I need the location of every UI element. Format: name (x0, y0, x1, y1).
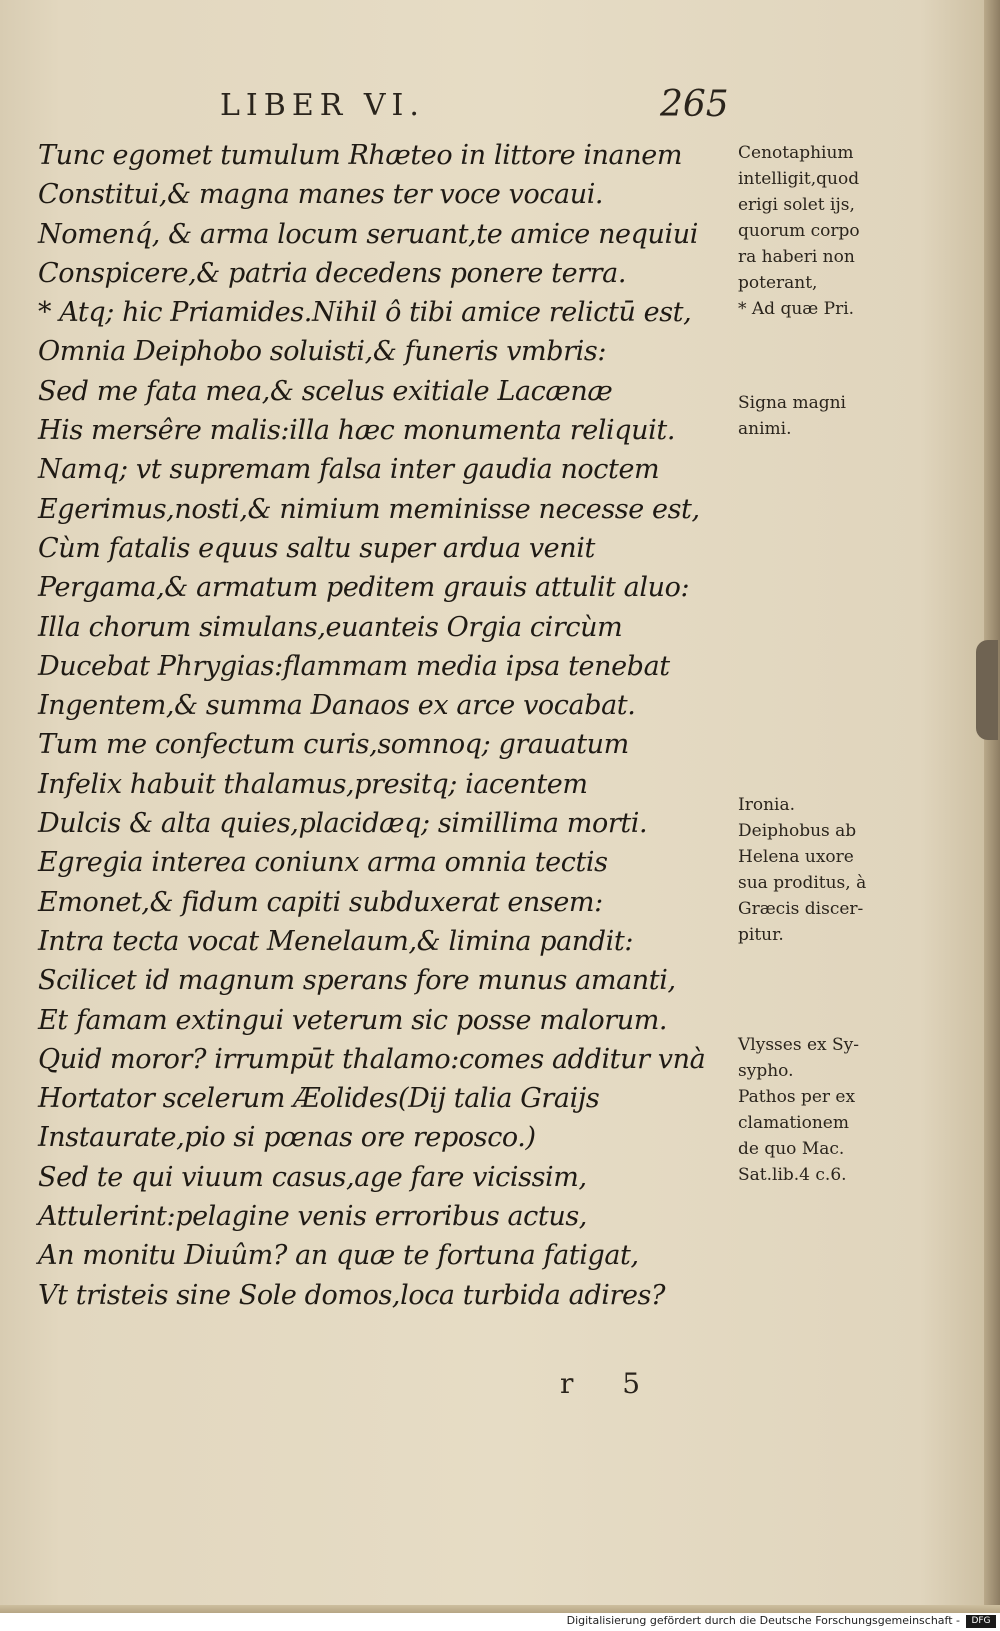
margin-note-line: sypho. (738, 1061, 794, 1081)
margin-note (738, 792, 908, 948)
verse-line: Intra tecta vocat Menelaum,& limina pandit: (38, 925, 634, 957)
verse-line: * Atq; hic Priamides.Nihil ô tibi amice relictū est, (38, 297, 692, 329)
verse-line: Cùm fatalis equus saltu super ardua venit (38, 532, 595, 564)
verse-line: Infelix habuit thalamus,presitq; iacentem (38, 768, 588, 800)
page-edge (984, 0, 1000, 1610)
margin-note-line: Ironia. (738, 795, 796, 815)
verse-line: Egregia interea coniunx arma omnia tectis (38, 847, 608, 879)
verse-line: Pergama,& armatum peditem grauis attulit aluo: (38, 572, 690, 604)
margin-note-line: erigi solet ijs, (738, 195, 855, 215)
margin-note-line: animi. (738, 419, 792, 439)
verse-line: Dulcis & alta quies,placidæq; simillima morti. (38, 808, 648, 840)
verse-line: An monitu Diuûm? an quæ te fortuna fatigat, (38, 1240, 639, 1272)
verse-line: Et famam extingui veterum sic posse malorum. (38, 1004, 668, 1036)
footer-bar (0, 1613, 1000, 1631)
verse-line: Constitui,& magna manes ter voce vocaui. (38, 179, 604, 211)
margin-note (738, 390, 908, 442)
page-number: 265 (660, 84, 729, 125)
footer-credit: Digitalisierung gefördert durch die Deutsche Forschungsgemeinschaft - (566, 1614, 960, 1627)
verse-line: Omnia Deiphobo soluisti,& funeris vmbris: (38, 336, 607, 368)
margin-note (738, 140, 908, 322)
verse-line: Scilicet id magnum sperans fore munus amanti, (38, 965, 676, 997)
verse-line: His mersêre malis:illa hæc monumenta reliquit. (38, 415, 676, 447)
verse-line: Illa chorum simulans,euanteis Orgia circùm (38, 611, 623, 643)
margin-note-line: poterant, (738, 273, 818, 293)
signature-mark: r 5 (560, 1367, 661, 1400)
verse-line: Emonet,& fidum capiti subduxerat ensem: (38, 886, 603, 918)
bookmark-tab (976, 640, 998, 740)
margin-note-line: Vlysses ex Sy- (738, 1035, 860, 1055)
margin-note (738, 1032, 908, 1188)
margin-note-line: sua proditus, à (738, 873, 867, 893)
verse-line: Egerimus,nosti,& nimium meminisse necesse est, (38, 493, 700, 525)
margin-note-line: * Ad quæ Pri. (738, 299, 855, 319)
verse-line: Attulerint:pelagine venis erroribus actus, (38, 1201, 587, 1233)
verse-text (38, 136, 728, 1315)
verse-line: Tum me confectum curis,somnoq; grauatum (38, 729, 629, 761)
verse-line: Quid moror? irrumpūt thalamo:comes additur vnà (38, 1043, 706, 1075)
margin-note-line: ra haberi non (738, 247, 855, 267)
margin-note-line: clamationem (738, 1113, 849, 1133)
verse-line: Ducebat Phrygias:flammam media ipsa tenebat (38, 650, 670, 682)
verse-line: Hortator scelerum Æolides(Dij talia Graijs (38, 1083, 600, 1115)
page-header (0, 84, 740, 134)
page-bottom-edge (0, 1605, 1000, 1613)
margin-note-line: intelligit,quod (738, 169, 860, 189)
verse-line: Vt tristeis sine Sole domos,loca turbida adires? (38, 1279, 666, 1311)
margin-note-line: Deiphobus ab (738, 821, 857, 841)
verse-line: Nomenq́, & arma locum seruant,te amice nequiui (38, 218, 698, 250)
margin-note-line: de quo Mac. (738, 1139, 845, 1159)
margin-note-line: pitur. (738, 925, 784, 945)
margin-note-line: Sat.lib.4 c.6. (738, 1165, 847, 1185)
verse-line: Sed me fata mea,& scelus exitiale Lacænæ (38, 375, 613, 407)
verse-line: Tunc egomet tumulum Rhæteo in littore inanem (38, 140, 683, 171)
margin-note-line: Græcis discer- (738, 899, 864, 919)
verse-line: Ingentem,& summa Danaos ex arce vocabat. (38, 690, 636, 722)
margin-note-line: Helena uxore (738, 847, 854, 867)
margin-note-line: quorum corpo (738, 221, 860, 241)
margin-note-line: Pathos per ex (738, 1087, 856, 1107)
verse-line: Instaurate,pio si pœnas ore reposco.) (38, 1122, 536, 1154)
dfg-logo: DFG (966, 1615, 996, 1628)
running-title: LIBER VI. (220, 88, 425, 123)
verse-line: Conspicere,& patria decedens ponere terra. (38, 257, 627, 289)
margin-note-line: Signa magni (738, 393, 846, 413)
verse-line: Namq; vt supremam falsa inter gaudia noctem (38, 454, 660, 486)
margin-note-line: Cenotaphium (738, 143, 854, 163)
verse-line: Sed te qui viuum casus,age fare vicissim, (38, 1161, 587, 1193)
